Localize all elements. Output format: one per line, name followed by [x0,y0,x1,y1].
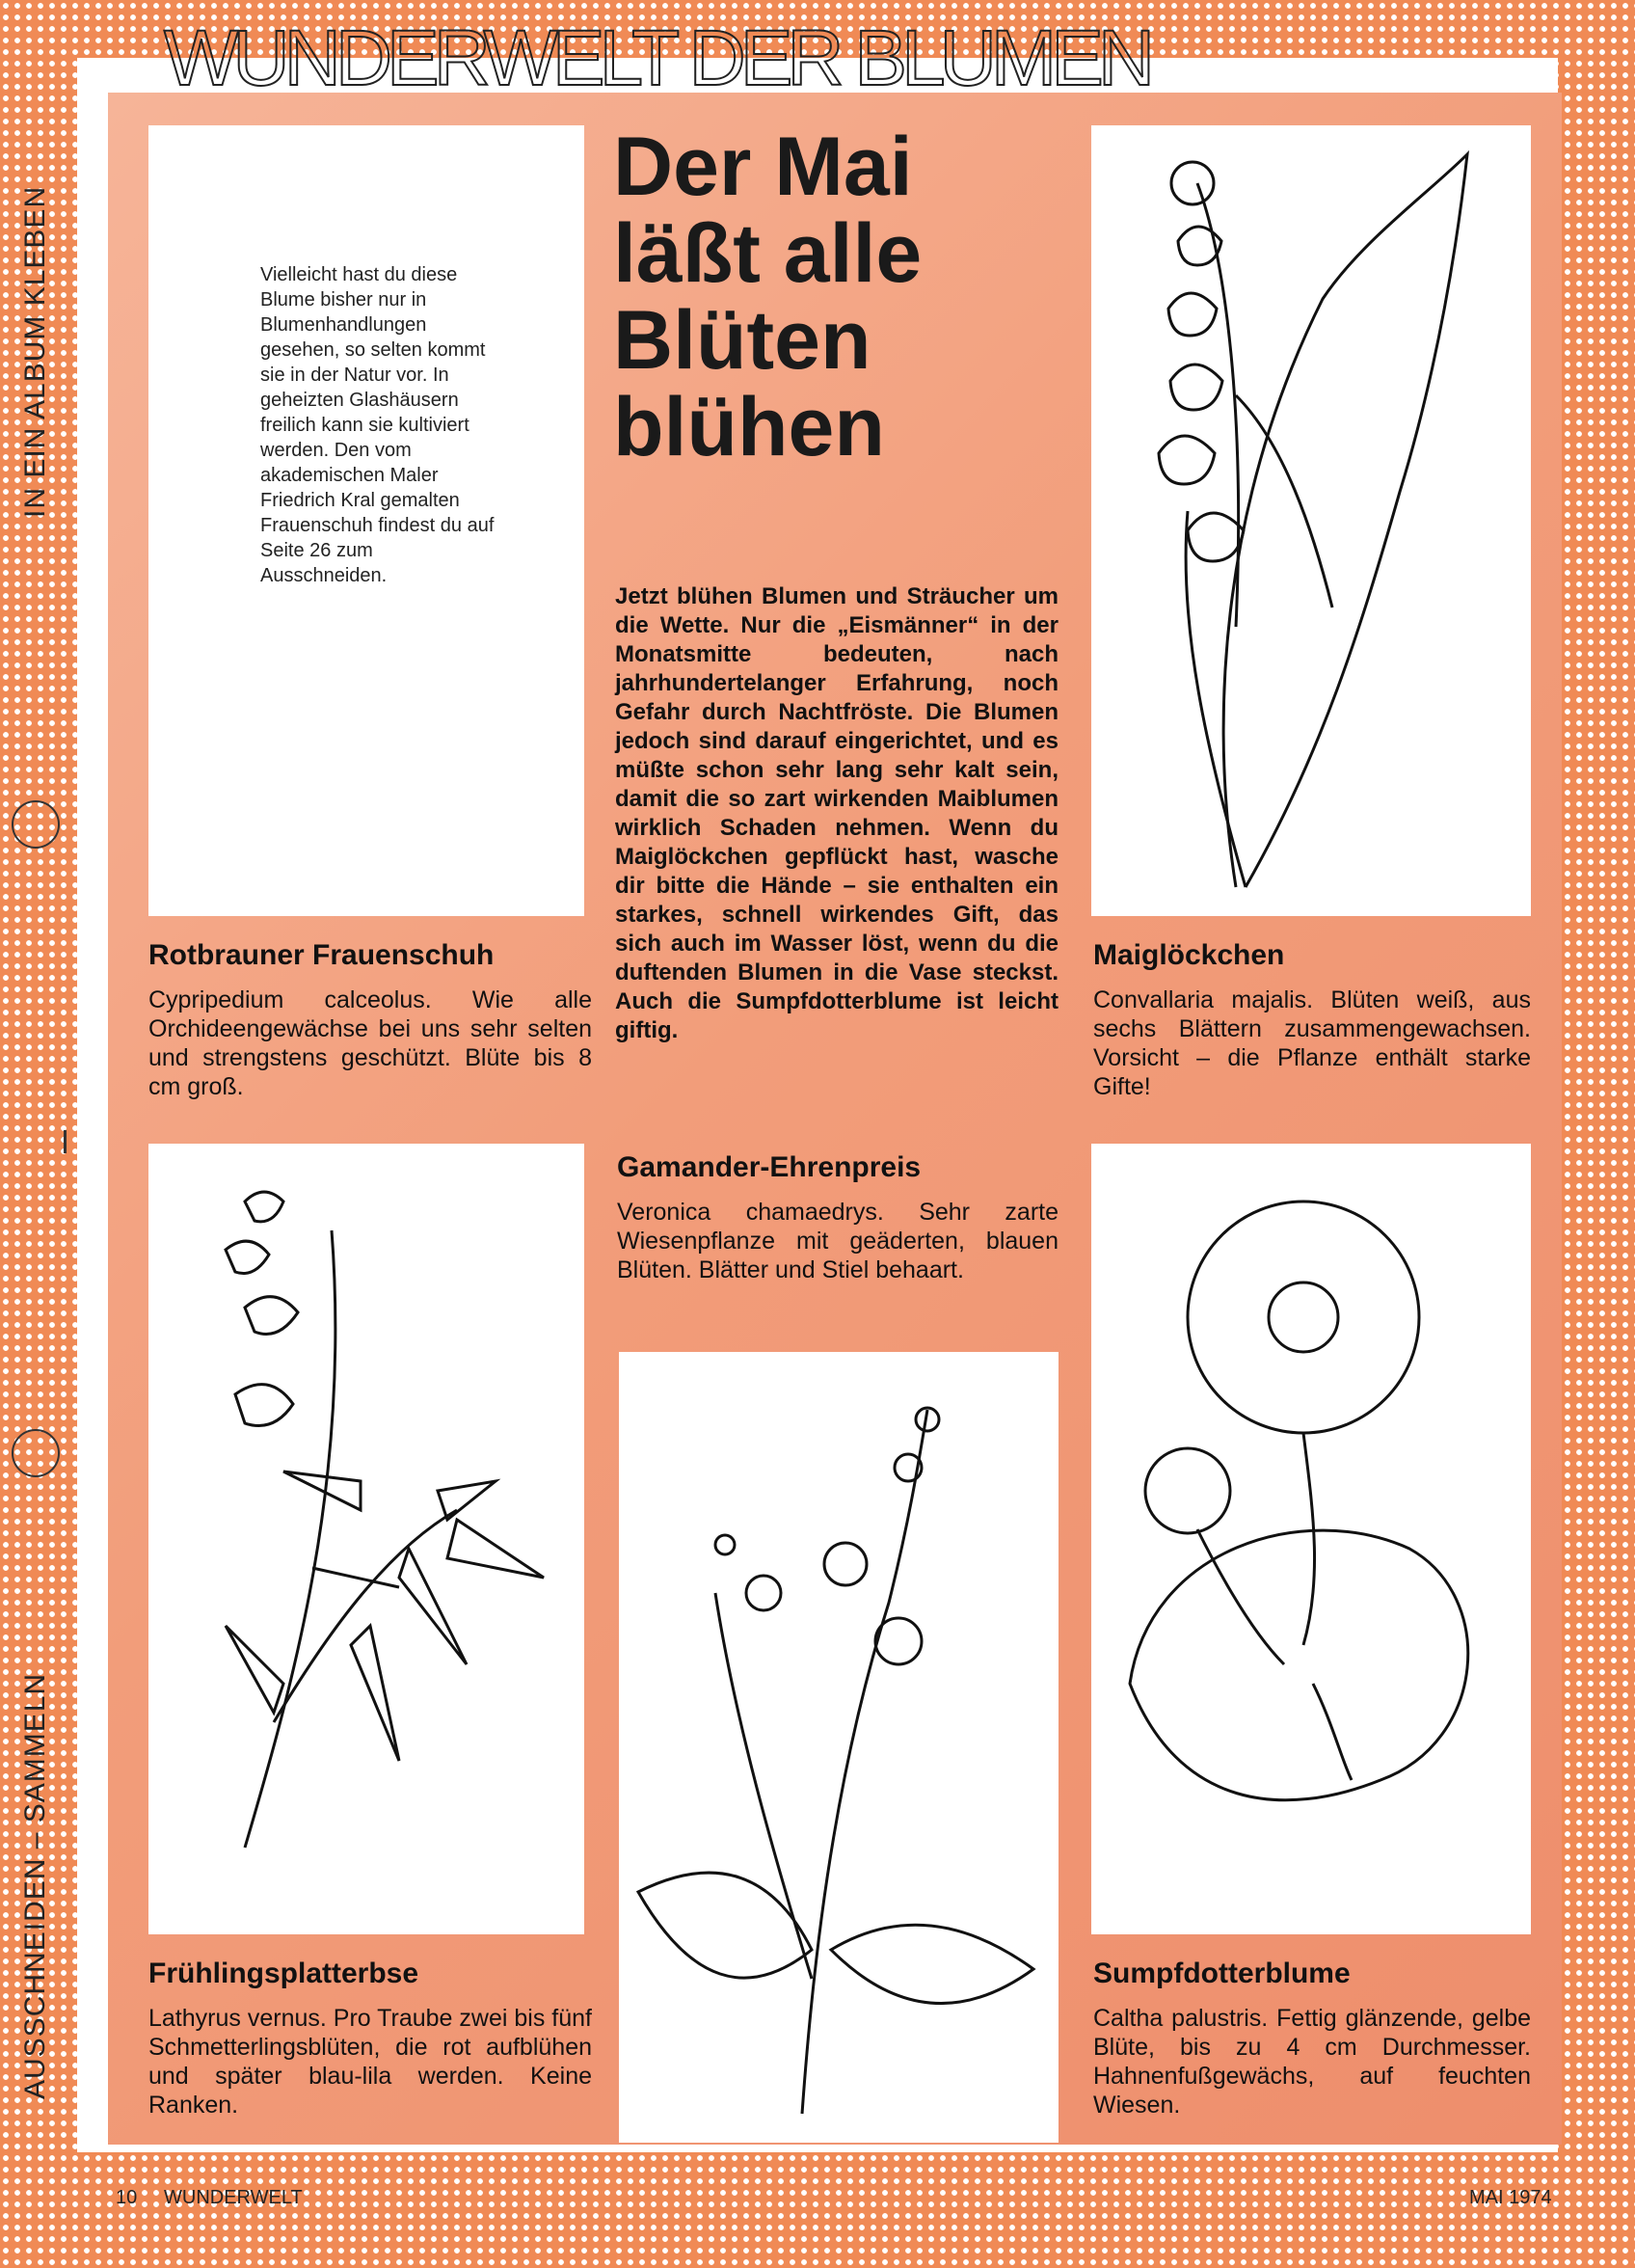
side-label-top: IN EIN ALBUM KLEBEN [19,185,51,518]
lead-text: Jetzt blühen Blumen und Sträucher um die Wette. Nur die „Eismänner“ in der Monatsmitte bedeuten, nach jahrhundertelanger Erfahrung, noch Gefahr durch Nachtfröste. Die Blumen jedoch sind darauf eingerichtet, und es müßte schon sehr lang sehr kalt sein, damit die so zart wirkenden Maiblumen wirklich Schaden nehmen. Wenn du Maiglöckchen gepflückt hast, wasche dir bitte die Hände – sie enthalten ein starkes, schnell wirkendes Gift, das sich auch im Wasser löst, wenn du die duftenden Blumen in die Vase steckst. Auch die Sumpfdotterblume ist leicht giftig. [615,583,1059,1043]
footer-issue: MAI 1974 [1469,2187,1552,2208]
punch-hole-top [12,800,60,849]
flower-text-platterbse: Lathyrus vernus. Pro Traube zwei bis fünf Schmetterlingsblüten, die rot aufblühen und später blau-lila werden. Keine Ranken. [148,2005,592,2119]
cut-mark [64,1130,67,1153]
flower-text-frauenschuh: Cypripedium calceolus. Wie alle Orchideengewächse bei uns sehr selten und strengstens geschützt. Blüte bis 8 cm groß. [148,986,592,1100]
flower-text-sumpfdotterblume: Caltha palustris. Fettig glänzende, gelbe Blüte, bis zu 4 cm Durchmesser. Hahnenfußgewächs, auf feuchten Wiesen. [1093,2005,1531,2119]
footer-page-number: 10 [116,2187,138,2208]
flower-title-sumpfdotterblume: Sumpfdotterblume [1093,1958,1351,1989]
punch-hole-bottom [12,1429,60,1477]
side-label-bottom: AUSSCHNEIDEN – SAMMELN [19,1672,51,2099]
page-header-title: WUNDERWELT DER BLUMEN [164,14,1150,102]
ehrenpreis-panel [619,1352,1059,2143]
flower-title-maigloeckchen: Maiglöckchen [1093,939,1285,971]
flower-title-frauenschuh: Rotbrauner Frauenschuh [148,939,495,971]
maigloeckchen-panel [1091,125,1531,916]
intro-note: Vielleicht hast du diese Blume bisher nur in Blumenhandlungen gesehen, so selten kommt sie in der Natur vor. In geheizten Glashäusern freilich kann sie kultiviert werden. Den vom akademischen Maler Friedrich Kral gemalten Frauenschuh findest du auf Seite 26 zum Ausschneiden. [260,264,495,586]
sumpfdotterblume-panel [1091,1144,1531,1934]
marsh-marigold-drawing [1091,1144,1531,1934]
spring-pea-drawing [148,1144,584,1934]
speedwell-drawing [619,1352,1059,2143]
headline: Der Mai läßt alle Blüten blühen [613,121,923,473]
flower-title-platterbse: Frühlingsplatterbse [148,1958,419,1989]
flower-title-gamander: Gamander-Ehrenpreis [617,1151,922,1183]
footer-magazine: WUNDERWELT [164,2187,303,2208]
lily-of-the-valley-drawing [1091,125,1531,916]
flower-text-maigloeckchen: Convallaria majalis. Blüten weiß, aus sechs Blättern zusammengewachsen. Vorsicht – die Pflanze enthält starke Gifte! [1093,986,1531,1100]
frauenschuh-panel [148,125,584,916]
flower-text-gamander: Veronica chamaedrys. Sehr zarte Wiesenpflanze mit geäderten, blauen Blüten. Blätter und Stiel behaart. [617,1199,1059,1283]
platterbse-panel [148,1144,584,1934]
